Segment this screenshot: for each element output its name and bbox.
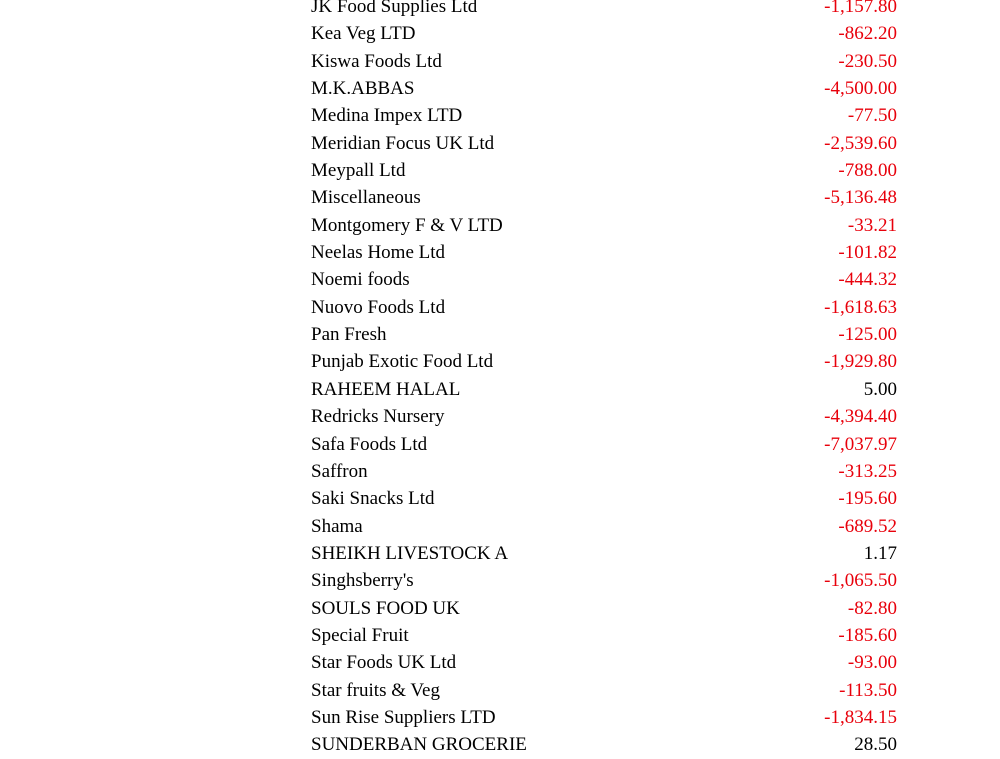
ledger-row xyxy=(0,567,1000,594)
account-balance: -313.25 xyxy=(838,460,897,482)
ledger-row xyxy=(0,458,1000,485)
ledger-row xyxy=(0,212,1000,239)
ledger-row xyxy=(0,48,1000,75)
account-balance: -33.21 xyxy=(847,214,897,236)
account-balance: -689.52 xyxy=(838,515,897,537)
account-name: Singhsberry's xyxy=(311,570,414,592)
account-balance: -82.80 xyxy=(847,597,897,619)
ledger-row xyxy=(0,266,1000,293)
account-balance: -93.00 xyxy=(847,652,897,674)
ledger-row xyxy=(0,184,1000,211)
ledger-row xyxy=(0,20,1000,47)
account-balance: -101.82 xyxy=(838,242,897,264)
ledger-row xyxy=(0,513,1000,540)
account-balance: -444.32 xyxy=(838,269,897,291)
ledger-row xyxy=(0,294,1000,321)
account-balance: -125.00 xyxy=(838,324,897,346)
ledger-row xyxy=(0,677,1000,704)
account-balance: 1.17 xyxy=(863,542,897,564)
account-name: Special Fruit xyxy=(311,624,409,646)
account-balance: -195.60 xyxy=(838,488,897,510)
account-name: Medina Impex LTD xyxy=(311,105,463,127)
account-balance: -5,136.48 xyxy=(824,187,897,209)
account-name: SHEIKH LIVESTOCK A xyxy=(311,542,509,564)
ledger-row xyxy=(0,0,1000,20)
account-name: Neelas Home Ltd xyxy=(311,242,446,264)
account-name: Saki Snacks Ltd xyxy=(311,488,435,510)
account-name: SUNDERBAN GROCERIE xyxy=(311,734,527,756)
ledger-row xyxy=(0,403,1000,430)
ledger-row xyxy=(0,622,1000,649)
ledger-row xyxy=(0,731,1000,758)
account-balance: -4,500.00 xyxy=(824,78,897,100)
account-name: Miscellaneous xyxy=(311,187,421,209)
ledger-row xyxy=(0,75,1000,102)
account-name: Noemi foods xyxy=(311,269,410,291)
account-balance: -1,929.80 xyxy=(824,351,897,373)
ledger-row xyxy=(0,130,1000,157)
account-name: Montgomery F & V LTD xyxy=(311,214,503,236)
ledger-row xyxy=(0,649,1000,676)
ledger-row xyxy=(0,348,1000,375)
account-name: Star Foods UK Ltd xyxy=(311,652,457,674)
account-balance: 5.00 xyxy=(863,378,897,400)
account-balance: -2,539.60 xyxy=(824,132,897,154)
ledger-row xyxy=(0,376,1000,403)
account-balance: -77.50 xyxy=(847,105,897,127)
ledger-row xyxy=(0,704,1000,731)
account-name: Safa Foods Ltd xyxy=(311,433,428,455)
ledger-row xyxy=(0,431,1000,458)
account-name: RAHEEM HALAL xyxy=(311,378,461,400)
account-name: Punjab Exotic Food Ltd xyxy=(311,351,494,373)
account-name: Star fruits & Veg xyxy=(311,679,440,701)
ledger-row xyxy=(0,239,1000,266)
account-name: M.K.ABBAS xyxy=(311,78,415,100)
account-balance: -1,065.50 xyxy=(824,570,897,592)
account-name: SOULS FOOD UK xyxy=(311,597,460,619)
account-name: Meypall Ltd xyxy=(311,160,406,182)
account-name: Redricks Nursery xyxy=(311,406,445,428)
account-balance: -1,157.80 xyxy=(824,0,897,17)
account-balance: -862.20 xyxy=(838,23,897,45)
ledger-row xyxy=(0,102,1000,129)
ledger-row xyxy=(0,321,1000,348)
account-name: Kiswa Foods Ltd xyxy=(311,50,442,72)
account-balance: -1,834.15 xyxy=(824,706,897,728)
account-name: Meridian Focus UK Ltd xyxy=(311,132,495,154)
account-name: Nuovo Foods Ltd xyxy=(311,296,446,318)
ledger-row xyxy=(0,485,1000,512)
account-balance: -113.50 xyxy=(839,679,897,701)
account-name: JK Food Supplies Ltd xyxy=(311,0,478,17)
account-name: Sun Rise Suppliers LTD xyxy=(311,706,496,728)
account-balance: -4,394.40 xyxy=(824,406,897,428)
ledger-row xyxy=(0,540,1000,567)
account-name: Shama xyxy=(311,515,363,537)
account-balance: 28.50 xyxy=(854,734,897,756)
account-balance: -7,037.97 xyxy=(824,433,897,455)
account-name: Kea Veg LTD xyxy=(311,23,416,45)
account-balance: -1,618.63 xyxy=(824,296,897,318)
account-name: Saffron xyxy=(311,460,368,482)
account-name: Pan Fresh xyxy=(311,324,387,346)
account-balance: -788.00 xyxy=(838,160,897,182)
ledger-row xyxy=(0,595,1000,622)
account-balance: -230.50 xyxy=(838,50,897,72)
account-balance: -185.60 xyxy=(838,624,897,646)
ledger-row xyxy=(0,157,1000,184)
